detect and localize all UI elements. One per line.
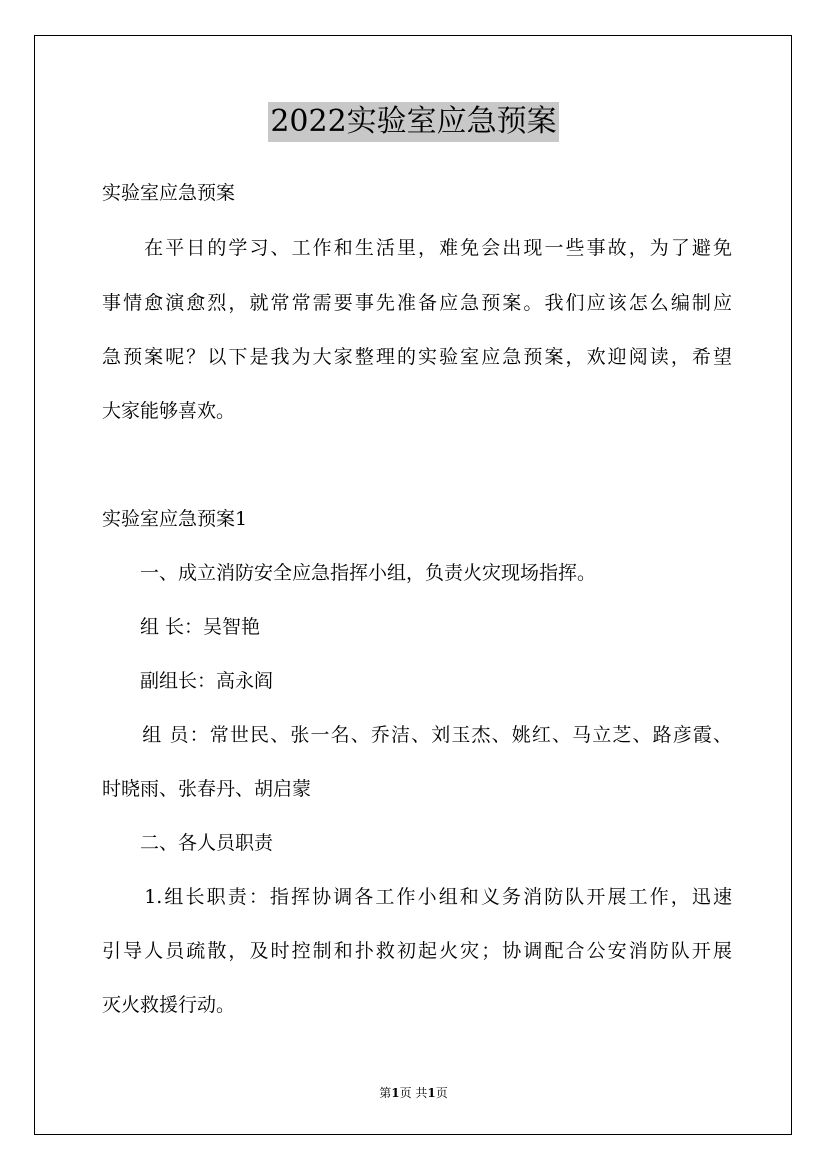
footer-page-current: 1 xyxy=(391,1086,400,1100)
paragraph-line: 灭火救援行动。 xyxy=(102,994,236,1016)
footer-page-mid: 页 共 xyxy=(399,1086,428,1100)
paragraph-line: 在平日的学习、工作和生活里，难免会出现一些事故，为了避免 xyxy=(102,237,732,259)
paragraph-line: 时晓雨、张春丹、胡启蒙 xyxy=(102,778,312,800)
paragraph-line: 副组长：高永阎 xyxy=(102,670,274,692)
page-footer xyxy=(0,1085,827,1101)
paragraph-line: 引导人员疏散，及时控制和扑救初起火灾；协调配合公安消防队开展 xyxy=(102,940,732,962)
title-container xyxy=(0,102,827,142)
footer-page-total: 1 xyxy=(427,1086,436,1100)
paragraph-line: 一、成立消防安全应急指挥小组，负责火灾现场指挥。 xyxy=(102,562,597,584)
paragraph-line: 事情愈演愈烈，就常常需要事先准备应急预案。我们应该怎么编制应 xyxy=(102,292,732,314)
section-heading: 实验室应急预案 xyxy=(102,182,236,204)
paragraph-line: 组 员：常世民、张一名、乔洁、刘玉杰、姚红、马立芝、路彦霞、 xyxy=(102,724,732,746)
paragraph-line: 组 长：吴智艳 xyxy=(102,616,261,638)
paragraph-line: 1.组长职责：指挥协调各工作小组和义务消防队开展工作，迅速 xyxy=(102,886,732,908)
paragraph-line: 急预案呢？以下是我为大家整理的实验室应急预案，欢迎阅读，希望 xyxy=(102,346,732,368)
footer-page-suffix: 页 xyxy=(435,1086,448,1100)
section-heading: 实验室应急预案1 xyxy=(102,508,248,530)
paragraph-line: 大家能够喜欢。 xyxy=(102,400,236,422)
footer-page-prefix: 第 xyxy=(379,1086,392,1100)
paragraph-line: 二、各人员职责 xyxy=(102,832,274,854)
document-title: 2022实验室应急预案 xyxy=(268,102,558,142)
